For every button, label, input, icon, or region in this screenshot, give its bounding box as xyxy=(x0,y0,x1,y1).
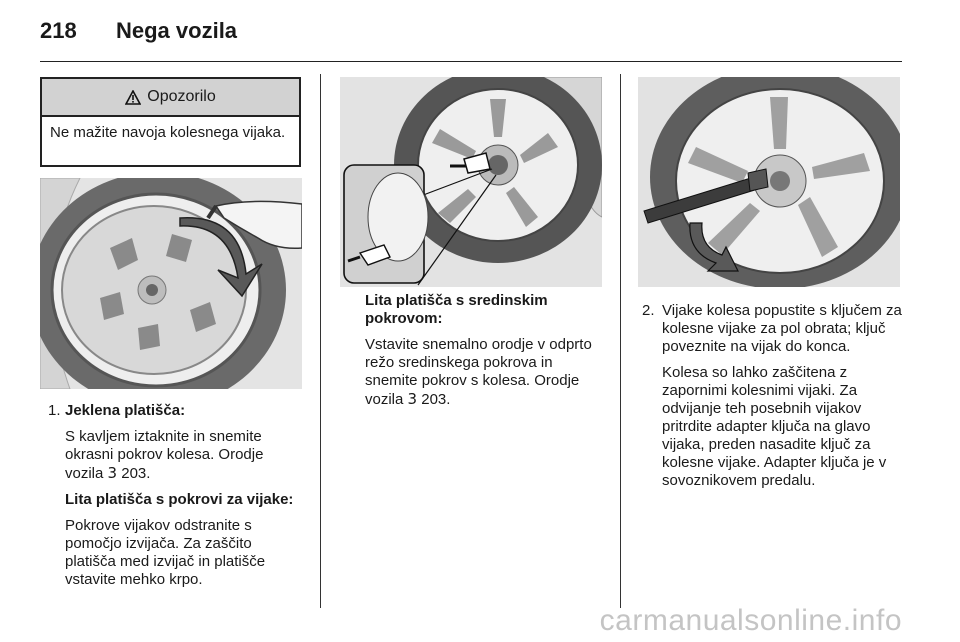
column-divider-1 xyxy=(320,74,321,608)
subhead-bolt-caps: Lita platišča s pokrovi za vijake: xyxy=(65,491,294,508)
page-ref-arrow-icon: 3 xyxy=(407,390,418,408)
col1-text xyxy=(40,402,302,597)
center-cap-illustration xyxy=(340,77,602,287)
item-number-2: 2. xyxy=(642,302,655,319)
wheel-wrench-illustration xyxy=(638,77,900,287)
warning-box xyxy=(40,77,301,167)
col3-text xyxy=(638,302,908,498)
figure-center-cap-removal xyxy=(340,77,602,287)
column-divider-2 xyxy=(620,74,621,608)
col1-paragraph-1: S kavljem iztaknite in snemite okrasni pokrov kolesa. Orodje vozila 3 203. xyxy=(65,428,264,482)
page-title: Nega vozila xyxy=(116,18,238,43)
header-rule xyxy=(40,61,902,62)
warning-icon xyxy=(125,90,141,105)
figure-hubcap-removal xyxy=(40,178,302,389)
col2-text xyxy=(365,292,605,417)
warning-title: Opozorilo xyxy=(147,88,216,105)
col3-paragraph-2: Kolesa so lahko zaščitena z zapornimi kolesnimi vijaki. Za odvijanje teh posebnih vijakov pritrdite adapter ključa na glavo vijaka, preden nasadite ključ za kolesne vijake. Adapter ključa je v sovoznikovem predalu. xyxy=(662,364,887,489)
item-number-1: 1. xyxy=(48,402,61,419)
page-number: 218 xyxy=(40,18,77,43)
warning-header xyxy=(42,79,299,117)
col3-paragraph-1: Vijake kolesa popustite s ključem za kolesne vijake za pol obrata; ključ poveznite na vijak do konca. xyxy=(662,302,902,355)
subhead-center-cap: Lita platišča s sredinskim pokrovom: xyxy=(365,292,548,327)
col1-paragraph-2: Pokrove vijakov odstranite s pomočjo izvijača. Za zaščito platišča med izvijač in platišče vstavite mehko krpo. xyxy=(65,517,266,588)
page-ref-arrow-icon: 3 xyxy=(107,464,118,482)
hubcap-illustration xyxy=(40,178,302,389)
item-title-steel-rims: Jeklena platišča: xyxy=(65,402,186,419)
watermark: carmanualsonline.info xyxy=(599,604,902,637)
warning-text: Ne mažite navoja kolesnega vijaka. xyxy=(50,124,286,141)
col2-paragraph-1: Vstavite snemalno orodje v odprto režo sredinskega pokrova in snemite pokrov s kolesa. Orodje vozila 3 203. xyxy=(365,336,592,408)
figure-wheel-wrench xyxy=(638,77,900,287)
